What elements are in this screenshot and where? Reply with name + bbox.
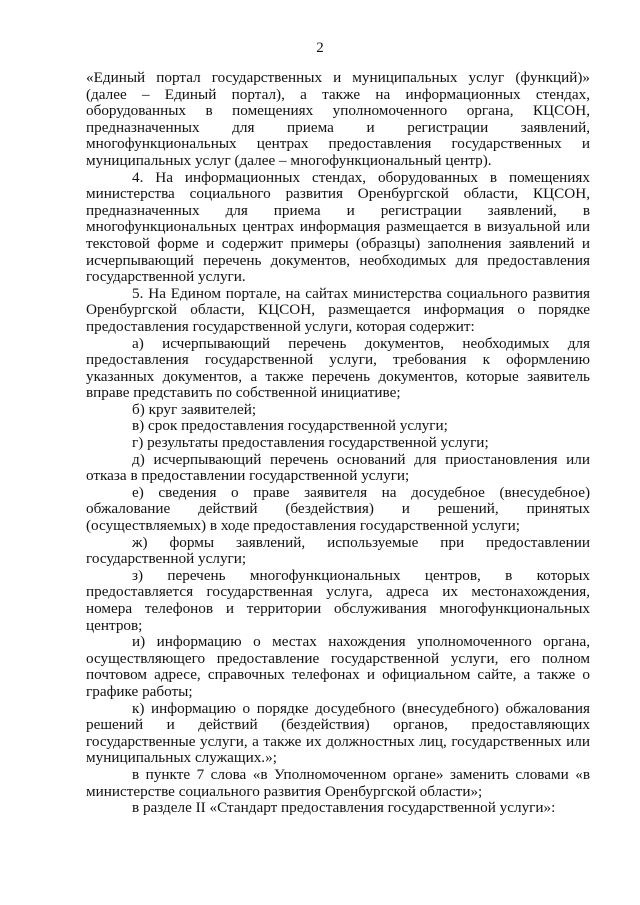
list-item-e: е) сведения о праве заявителя на досудебное (внесудебное) обжалование действий (бездействия) и решений, принятых (осуществляемых) в ходе предоставления государственной услуги;	[86, 483, 590, 535]
paragraph-section-2: в разделе II «Стандарт предоставления государственной услуги»:	[132, 799, 556, 817]
list-item-g: г) результаты предоставления государственной услуги;	[132, 434, 489, 452]
list-item-v: в) срок предоставления государственной услуги;	[132, 417, 448, 435]
paragraph-4: 4. На информационных стендах, оборудованных в помещениях министерства социального развития Оренбургской области, КЦСОН, предназначенных для приема и регистрации заявлений, в многофункциональных центрах информация размещается в визуальной или текстовой форме и содержит примеры (образцы) заполнения заявлений и исчерпывающий перечень документов, необходимых для предоставления государственной услуги.	[86, 168, 590, 286]
list-item-a: а) исчерпывающий перечень документов, необходимых для предоставления государственной услуги, требования к оформлению указанных документов, а также перечень документов, которые заявитель вправе представить по собственной инициативе;	[86, 334, 590, 402]
list-item-d: д) исчерпывающий перечень оснований для приостановления или отказа в предоставлении государственной услуги;	[86, 450, 590, 485]
list-item-b: б) круг заявителей;	[132, 400, 257, 418]
paragraph-point-7: в пункте 7 слова «в Уполномоченном органе» заменить словами «в министерстве социального развития Оренбургской области»;	[86, 765, 590, 800]
document-body	[86, 70, 590, 817]
paragraph-5: 5. На Едином портале, на сайтах министерства социального развития Оренбургской области, КЦСОН, размещается информация о порядке предоставления государственной услуги, которая содержит:	[86, 284, 590, 335]
list-item-i: и) информацию о местах нахождения уполномоченного органа, осуществляющего предоставление государственной услуги, его полном почтовом адресе, справочных телефонах и официальном сайте, а также о графике работы;	[86, 633, 590, 700]
list-item-k: к) информацию о порядке досудебного (внесудебного) обжалования решений и действий (бездействия) органов, предоставляющих государственные услуги, а также их должностных лиц, государственных или муниципальных служащих.»;	[86, 699, 590, 767]
paragraph-intro: «Единый портал государственных и муниципальных услуг (функций)» (далее – Единый портал), а также на информационных стендах, оборудованных в помещениях уполномоченного органа, КЦСОН, предназначенных для приема и регистрации заявлений, многофункциональных центрах предоставления государственных и муниципальных услуг (далее – многофункциональный центр).	[86, 69, 590, 169]
list-item-zh: ж) формы заявлений, используемые при предоставлении государственной услуги;	[86, 533, 590, 568]
page-number: 2	[316, 40, 324, 56]
list-item-z: з) перечень многофункциональных центров, в которых предоставляется государственная услуга, адреса их местонахождения, номера телефонов и территории обслуживания многофункциональных центров;	[86, 566, 590, 634]
